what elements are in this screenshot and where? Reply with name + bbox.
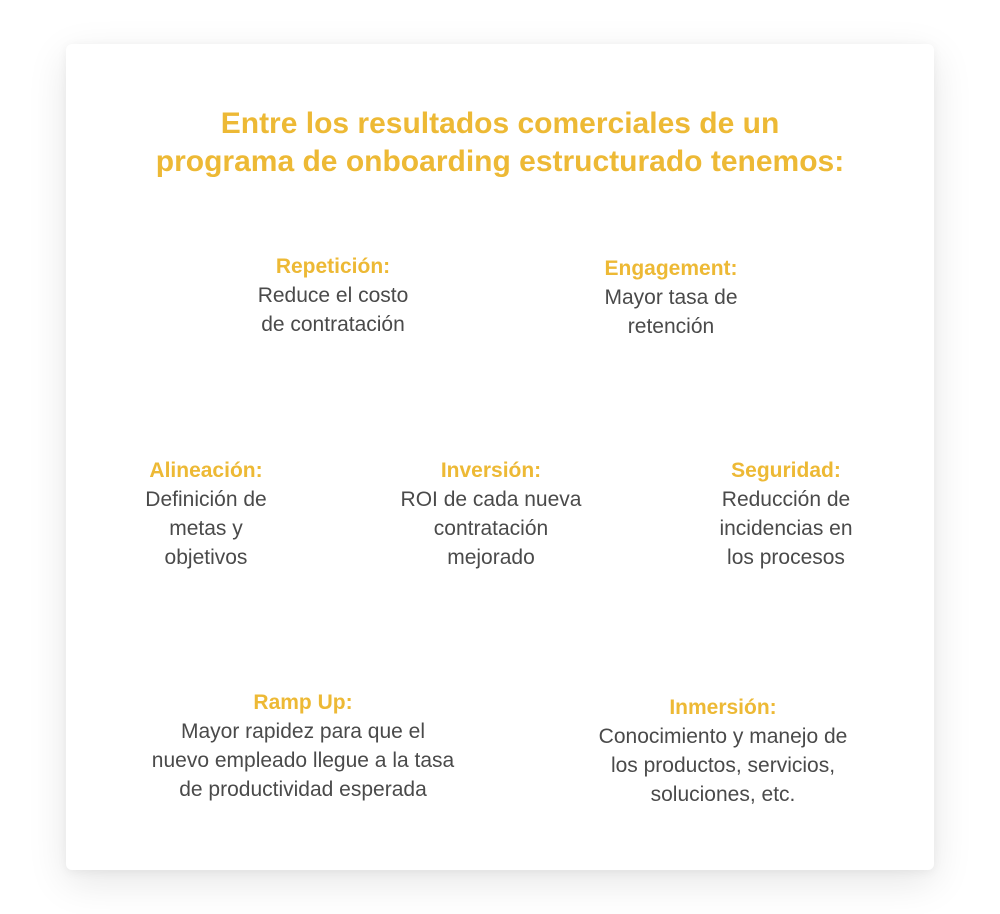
result-description-line: objetivos [164,546,248,569]
result-description-line: retención [627,315,715,338]
result-label: Repetición: [275,255,391,278]
result-description [258,281,409,339]
result-description [401,485,582,572]
result-description [152,717,454,804]
result-description-line: contratación [433,517,549,540]
result-description-line: soluciones, etc. [650,783,796,806]
result-description-line: Conocimiento y manejo de [598,725,848,748]
result-description [145,485,266,572]
result-label: Ramp Up: [253,691,353,714]
result-description-line: mejorado [447,546,535,569]
result-label: Inmersión: [669,696,777,719]
result-description-line: los productos, servicios, [610,754,836,777]
result-item-ramp-up [152,688,454,804]
result-item-engagement [604,254,737,341]
result-label: Inversión: [440,459,542,482]
result-description-line: Reduce el costo [257,284,409,307]
title-line-2: programa de onboarding estructurado tenemos: [155,145,845,178]
result-description-line: Definición de [145,488,267,511]
result-description [719,485,852,572]
result-description-line: Reducción de [721,488,851,511]
result-description [599,722,848,809]
result-item-seguridad [719,456,852,572]
result-description-line: metas y [169,517,243,540]
result-label: Alineación: [149,459,263,482]
result-description-line: los procesos [727,546,845,569]
result-item-inversion [401,456,582,572]
result-label: Engagement: [604,257,738,280]
page-title [0,105,1000,181]
result-label: Seguridad: [731,459,841,482]
result-item-repeticion [258,252,409,339]
title-line-1: Entre los resultados comerciales de un [220,107,780,140]
result-description-line: nuevo empleado llegue a la tasa [151,749,455,772]
result-description-line: ROI de cada nueva [400,488,582,511]
result-description-line: Mayor tasa de [604,286,738,309]
result-description-line: Mayor rapidez para que el [181,720,425,743]
result-description-line: de productividad esperada [179,778,427,801]
result-description-line: de contratación [261,313,405,336]
result-item-inmersion [599,693,848,809]
result-description [604,283,737,341]
result-item-alineacion [145,456,266,572]
result-description-line: incidencias en [719,517,853,540]
